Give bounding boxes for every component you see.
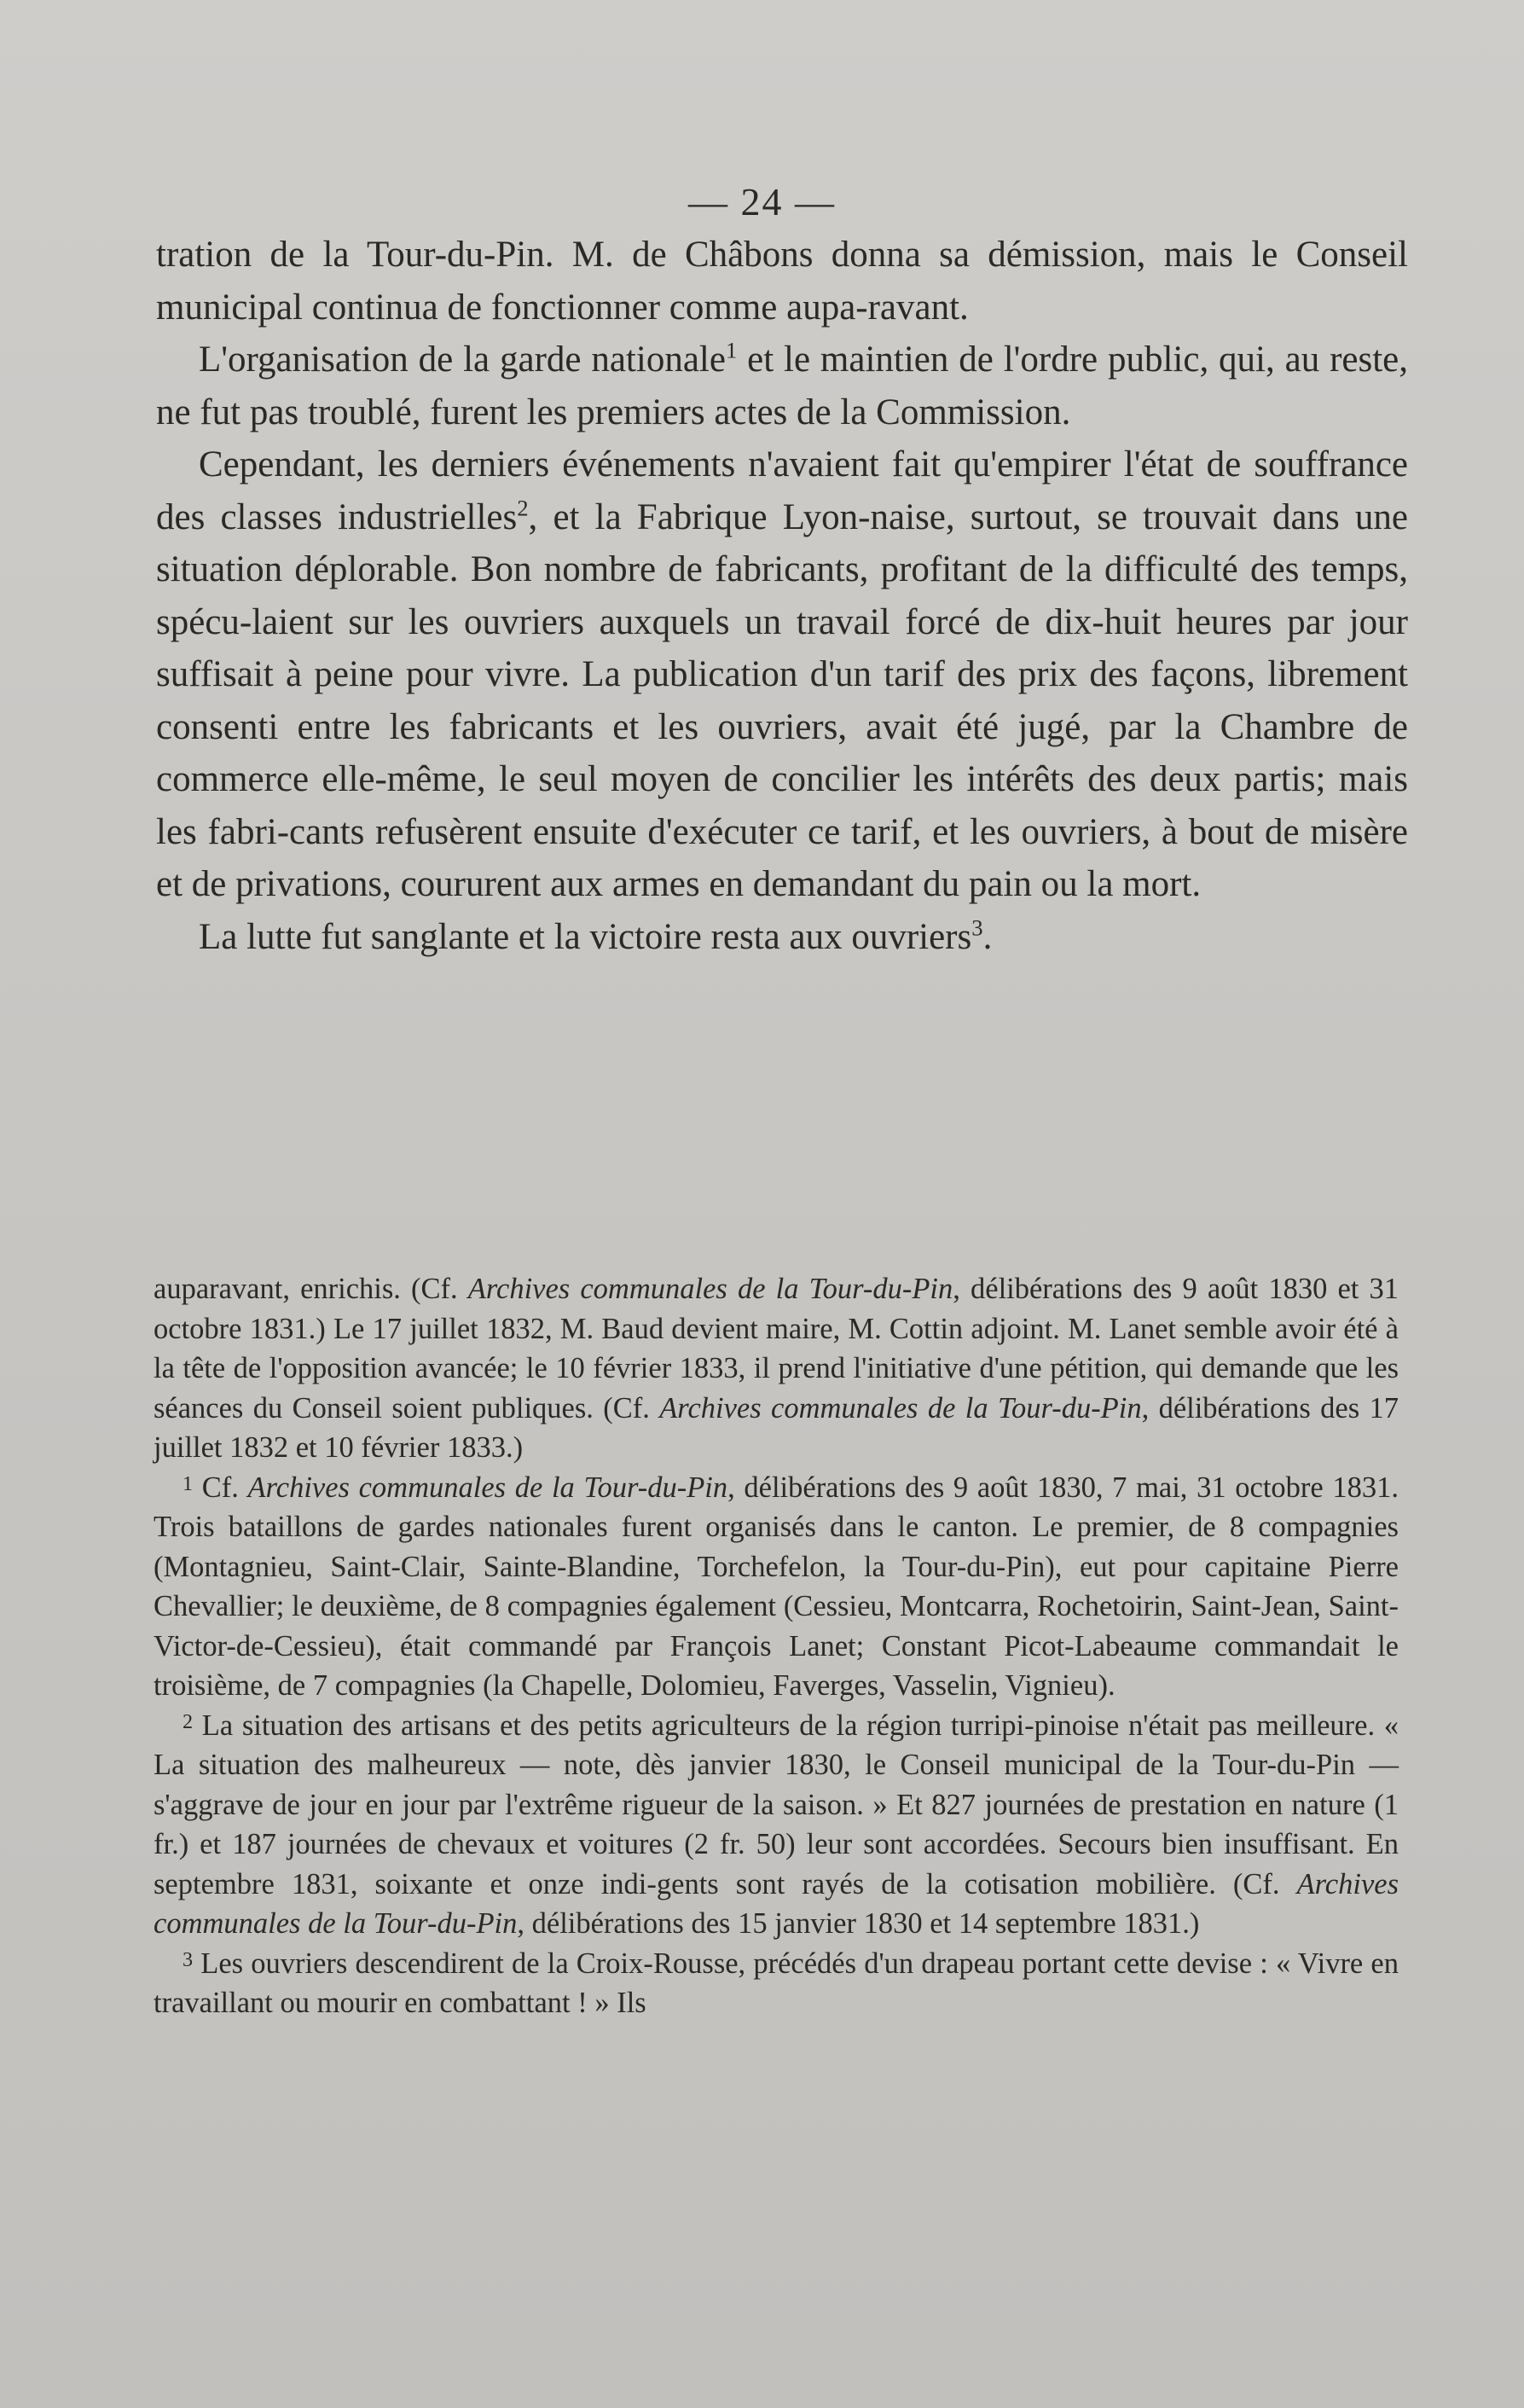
- footnote-text: Cf.: [193, 1471, 248, 1504]
- footnote-ref-3: 3: [971, 914, 983, 941]
- footnote-2: [154, 1706, 1399, 1944]
- footnote-text: , délibérations des 17 juillet 1832 et 10 février 1833.): [154, 1391, 1399, 1464]
- archive-title: Archives communales de la Tour-du-Pin: [659, 1391, 1142, 1424]
- footnote-text: Les ouvriers descendirent de la Croix-Rousse, précédés d'un drapeau portant cette devise : « Vivre en travaillant ou mourir en combattant ! » Ils: [154, 1947, 1399, 2019]
- main-text: [156, 229, 1408, 963]
- paragraph-3: [156, 438, 1408, 911]
- archive-title: Archives communales de la Tour-du-Pin: [247, 1471, 728, 1504]
- page-number: — 24 —: [688, 180, 836, 223]
- footnote-text: La situation des artisans et des petits agriculteurs de la région turripi-pinoise n'était pas meilleure. « La situation des malheureux — note, dès janvier 1830, le Conseil municipal de la Tour-du-Pin — s'aggrave de jour en jour par l'extrême rigueur de la saison. » Et 827 journées de prestation en nature (1 fr.) et 187 journées de chevaux et voitures (2 fr. 50) leur sont accordées. Secours bien insuffisant. En septembre 1831, soixante et onze indi-gents sont rayés de la cotisation mobilière. (Cf.: [154, 1709, 1399, 1900]
- footnote-text: auparavant, enrichis. (Cf.: [154, 1273, 468, 1305]
- paragraph-2-text: L'organisation de la garde nationale: [199, 339, 726, 380]
- archive-title: Archives communales de la Tour-du-Pin: [154, 1867, 1399, 1940]
- footnote-marker: 2: [183, 1709, 194, 1733]
- paragraph-3-text-end: , et la Fabrique Lyon-naise, surtout, se trouvait dans une situation déplorable. Bon nombre de fabricants, profitant de la difficulté des temps, spécu-laient sur les ouvriers auxquels un travail forcé de dix-huit heures par jour suffisait à peine pour vivre. La publication d'un tarif des prix des façons, librement consenti entre les fabricants et les ouvriers, avait été jugé, par la Chambre de commerce elle-même, le seul moyen de concilier les intérêts des deux partis; mais les fabri-cants refusèrent ensuite d'exécuter ce tarif, et les ouvriers, à bout de misère et de privations, coururent aux armes en demandant du pain ou la mort.: [156, 496, 1408, 904]
- paragraph-2-text-end: et le maintien de l'ordre public, qui, au reste, ne fut pas troublé, furent les premiers actes de la Commission.: [156, 339, 1408, 432]
- footnote-text: , délibérations des 15 janvier 1830 et 14 septembre 1831.): [517, 1907, 1200, 1940]
- footnote-text: , délibérations des 9 août 1830, 7 mai, 31 octobre 1831. Trois bataillons de gardes nationales furent organisés dans le canton. Le premier, de 8 compagnies (Montagnieu, Saint-Clair, Sainte-Blandine, Torchefelon, la Tour-du-Pin), eut pour capitaine Pierre Chevallier; le deuxième, de 8 compagnies également (Cessieu, Montcarra, Rochetoirin, Saint-Jean, Saint-Victor-de-Cessieu), était commandé par François Lanet; Constant Picot-Labeaume commandait le troisième, de 7 compagnies (la Chapelle, Dolomieu, Faverges, Vasselin, Vignieu).: [154, 1471, 1399, 1702]
- paragraph-4-text: La lutte fut sanglante et la victoire resta aux ouvriers: [199, 916, 972, 957]
- paragraph-3-text: Cependant, les derniers événements n'avaient fait qu'empirer l'état de souffrance des classes industrielles: [156, 444, 1408, 537]
- paragraph-2: [156, 334, 1408, 438]
- footnote-ref-2: 2: [517, 495, 529, 521]
- footnote-marker: 3: [183, 1947, 194, 1971]
- archive-title: Archives communales de la Tour-du-Pin: [467, 1273, 953, 1305]
- paragraph-4-text-end: .: [982, 916, 993, 957]
- footnote-text: , délibérations des 9 août 1830 et 31 octobre 1831.) Le 17 juillet 1832, M. Baud devient maire, M. Cottin adjoint. M. Lanet semble avoir été à la tête de l'opposition avancée; le 10 février 1833, il prend l'initiative d'une pétition, qui demande que les séances du Conseil soient publiques. (Cf.: [154, 1273, 1399, 1424]
- footnotes: [154, 1269, 1399, 2023]
- paragraph-4: [156, 911, 1408, 964]
- footnote-continuation: [154, 1269, 1399, 1468]
- footnote-ref-1: 1: [725, 337, 738, 363]
- footnote-3: [154, 1944, 1399, 2023]
- paragraph-1: tration de la Tour-du-Pin. M. de Châbons donna sa démission, mais le Conseil municipal continua de fonctionner comme aupa-ravant.: [156, 235, 1408, 328]
- footnote-marker: 1: [183, 1471, 194, 1495]
- footnote-1: [154, 1468, 1399, 1706]
